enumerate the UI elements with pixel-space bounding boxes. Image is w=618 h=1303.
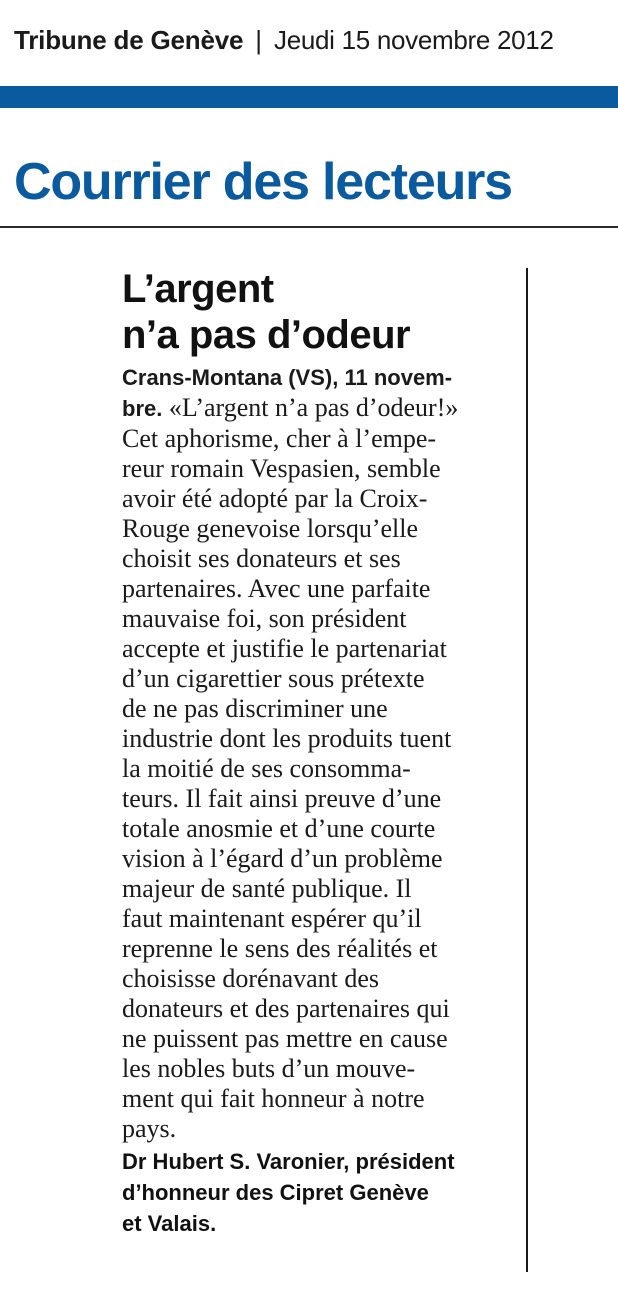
masthead-separator: | [255, 25, 262, 55]
body-line: la moitié de ses consomma- [122, 754, 411, 783]
body-line: teurs. Il fait ainsi preuve d’une [122, 784, 442, 813]
column-rule [526, 268, 528, 1272]
body-line: Cet aphorisme, cher à l’empe- [122, 424, 437, 453]
dateline: Crans-Montana (VS), 11 novem- [122, 365, 453, 390]
body-line: vision à l’égard d’un problème [122, 844, 443, 873]
dateline-line [122, 362, 514, 393]
masthead [14, 22, 604, 58]
article-body [122, 362, 514, 1144]
body-line: accepte et justifie le partenariat [122, 634, 447, 663]
body-line: pays. [122, 1114, 177, 1143]
body-line: avoir été adopté par la Croix- [122, 484, 428, 513]
body-line: totale anosmie et d’une courte [122, 814, 436, 843]
body-line: reprenne le sens des réalités et [122, 934, 438, 963]
section-title: Courrier des lecteurs [14, 153, 512, 211]
issue-date: Jeudi 15 novembre 2012 [274, 25, 554, 55]
dateline-end: bre. [122, 396, 163, 421]
section-divider [0, 226, 618, 228]
body-line: faut maintenant espérer qu’il [122, 904, 422, 933]
body-line: majeur de santé publique. Il [122, 874, 412, 903]
letter-article [122, 266, 514, 1239]
body-line [122, 393, 514, 424]
body-line: Rouge genevoise lorsqu’elle [122, 514, 419, 543]
body-line: de ne pas discriminer une [122, 694, 388, 723]
signature-line: et Valais. [122, 1211, 217, 1236]
headline-line: n’a pas d’odeur [122, 313, 411, 357]
headline-line: L’argent [122, 267, 274, 311]
body-line: d’un cigarettier sous prétexte [122, 664, 425, 693]
body-line: les nobles buts d’un mouve- [122, 1054, 416, 1083]
body-line: industrie dont les produits tuent [122, 724, 452, 753]
article-headline [122, 266, 514, 358]
newspaper-name: Tribune de Genève [14, 25, 244, 55]
body-line-text: «L’argent n’a pas d’odeur!» [162, 393, 459, 422]
author-signature [122, 1146, 514, 1239]
signature-line: d’honneur des Cipret Genève [122, 1180, 429, 1205]
body-line: ne puissent pas mettre en cause [122, 1024, 448, 1053]
header-blue-band [0, 86, 618, 108]
body-line: choisisse dorénavant des [122, 964, 380, 993]
body-line: reur romain Vespasien, semble [122, 454, 441, 483]
body-line: donateurs et des partenaires qui [122, 994, 450, 1023]
signature-line: Dr Hubert S. Varonier, président [122, 1149, 455, 1174]
body-line: partenaires. Avec une parfaite [122, 574, 431, 603]
body-line: mauvaise foi, son président [122, 604, 407, 633]
body-line: ment qui fait honneur à notre [122, 1084, 425, 1113]
body-line: choisit ses donateurs et ses [122, 544, 401, 573]
